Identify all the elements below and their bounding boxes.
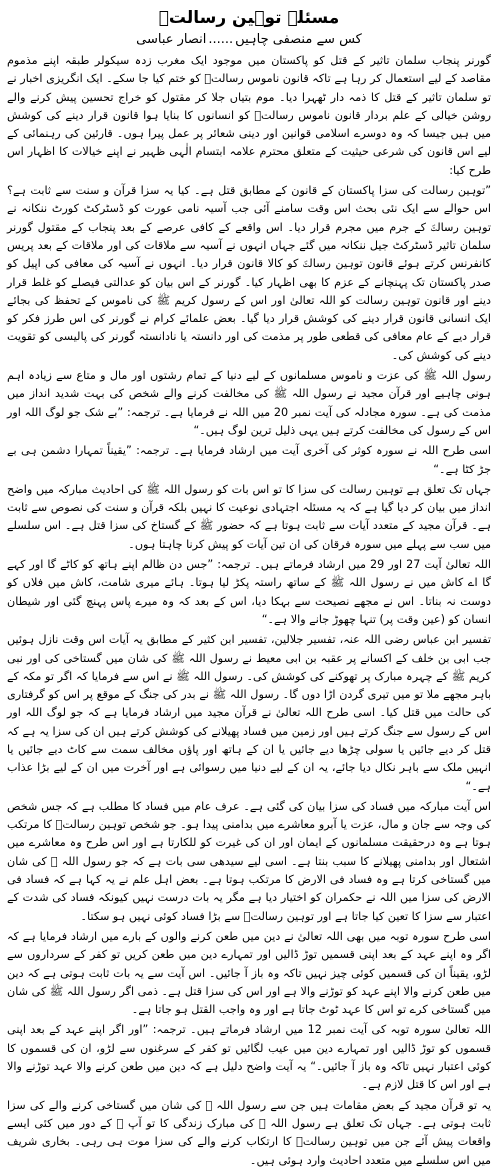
byline-separator: ...... xyxy=(208,32,234,47)
article-title: مسئلہ توہین رسالتؐ xyxy=(158,8,340,28)
article-paragraph: جہاں تک تعلق ہے توہین رسالت کی سزا کا تو اس بات کو رسول اللہ ﷺ کی احادیث مبارکہ میں واضح انداز میں بیان کر دیا گیا ہے کہ یہ مسئلہ اجتہادی نوعیت کا نہیں بلکہ قرآن و سنت کی نصوص سے ثابت ہے۔ قرآن مجید کے متعدد آیات سے ثابت ہوتا ہے کہ حضور ﷺ کے گستاخ کی سزا قتل ہے۔ اس سلسلے میں سب سے پہلے میں سورہ فرقان کی ان تین آیات کو پیش کرنا چاہتا ہوں۔ xyxy=(7,482,491,551)
article-paragraph: اس آیت مبارکہ میں فساد کی سزا بیان کی گئی ہے۔ عرف عام میں فساد کا مطلب ہے کہ جس شخص کی وجہ سے جان و مال، عزت یا آبرو معاشرے میں بدامنی پیدا ہو۔ جو شخص توہین رسالتؐ کا مرتکب ہوتا ہے وہ درحقیقت مسلمانوں کے ایمان اور ان کی غیرت کو للکارتا ہے اور اس طرح وہ معاشرے میں اشتعال اور بدامنی پھیلانے کا سبب بنتا ہے۔ اسی لیے سیدھی سی بات ہے کہ جو رسول اللہ ﷺ کی شان میں گستاخی کرتا ہے وہ فساد فی الارض کا مرتکب ہوتا ہے۔ بعض اہل علم نے یہ کہا ہے کہ فساد فی الارض کی سزا میں اللہ نے حکمران کو اختیار دیا ہے مگر یہ بات درست نہیں کیونکہ فساد کی شدت کے اعتبار سے سزا کا تعین کیا جاتا ہے اور توہین رسالتؐ سے بڑا فساد کوئی نہیں ہو سکتا۔ xyxy=(7,799,491,923)
article-paragraph: اللہ تعالیٰ سورہ توبہ کی آیت نمبر 12 میں ارشاد فرماتے ہیں۔ ترجمہ: ”اور اگر اپنے عہد کے بعد اپنی قسموں کو توڑ ڈالیں اور تمہارے دین میں عیب لگائیں تو کفر کے سرغنوں سے لڑو، ان کی قسموں کا کوئی اعتبار نہیں تاکہ وہ باز آ جائیں۔“ یہ آیت واضح دلیل ہے کہ دین میں طعن کرنے والا عہد توڑنے والا ہے اور اس کا قتل لازم ہے۔ xyxy=(7,1023,491,1092)
article-author: انصار عباسی xyxy=(136,32,207,47)
article-body xyxy=(7,52,491,1170)
article-paragraph: اسی طرح سورہ توبہ میں بھی اللہ تعالیٰ نے دین میں طعن کرنے والوں کے بارے میں ارشاد فرمایا ہے کہ اگر وہ اپنے عہد کے بعد اپنی قسمیں توڑ ڈالیں اور تمہارے دین میں طعن کریں تو کفر کے سرداروں سے لڑو، یقیناً ان کی قسمیں کوئی چیز نہیں تاکہ وہ باز آ جائیں۔ اس آیت سے یہ بات ثابت ہوتی ہے کہ دین میں طعن کرنے والا اپنے عہد کو توڑنے والا ہے اور اس کی سزا قتل ہے۔ ذمی اگر رسول اللہ ﷺ کی شان میں گستاخی کرے تو اس کا عہد ٹوٹ جاتا ہے اور وہ واجب القتل ہو جاتا ہے۔ xyxy=(7,929,491,1017)
article-paragraph: یہ تو قرآن مجید کے بعض مقامات ہیں جن سے رسول اللہ ﷺ کی شان میں گستاخی کرنے والے کی سزا ثابت ہوتی ہے۔ جہاں تک تعلق ہے رسول اللہ ﷺ کی مبارک زندگی کا تو آپ ﷺ کے دور میں کئی ایسے واقعات پیش آئے جن میں توہین رسالتؐ کا ارتکاب کرنے والے کی سزا موت ہی رہی۔ بخاری شریف میں اس سلسلے میں متعدد احادیث وارد ہوئی ہیں۔ xyxy=(7,1098,491,1167)
article-paragraph: اللہ تعالیٰ آیت 27 اور 29 میں ارشاد فرماتے ہیں۔ ترجمہ: ”جس دن ظالم اپنے ہاتھ کو کاٹے گا اور کہے گا اے کاش میں نے رسول اللہ ﷺ کے ساتھ راستہ پکڑ لیا ہوتا۔ ہائے میری شامت، کاش میں فلاں کو دوست نہ بناتا۔ اس نے مجھے نصیحت سے بہکا دیا، اس کے بعد کہ وہ میرے پاس پہنچ گئی اور شیطان انسان کو (عین وقت پر) تنہا چھوڑ جانے والا ہے۔“ xyxy=(7,558,492,626)
article-paragraph: ”توہین رسالت کی سزا پاکستان کے قانون کے مطابق قتل ہے۔ کیا یہ سزا قرآن و سنت سے ثابت ہے؟ اس حوالے سے ایک نئی بحث اس وقت سامنے آئی جب آسیہ نامی عورت کو ڈسٹرکٹ کورٹ ننکانہ نے توہین رسالتؐ کے جرم میں مجرم قرار دیا۔ اس واقعے کے کافی عرصے کے بعد پنجاب کے مقتول گورنر سلمان تاثیر ڈسٹرکٹ جیل ننکانہ میں گئے جہاں انہوں نے آسیہ سے ملاقات کی اور ملاقات کے بعد پریس کانفرنس کرتے ہوئے قانون توہین رسالتؐ کو کالا قانون قرار دیا۔ انہوں نے آسیہ کی معافی کی اپیل کو صدر پاکستان تک پہنچانے کے عزم کا بھی اظہار کیا۔ گورنر کے اس بیان کو عدالتی فیصلے کو غلط قرار دینے اور قانون توہین رسالت کو اللہ تعالیٰ اور اس کے رسول کریم ﷺ کی ناموس کے تحفظ کی بجائے ایک انسانی قانون قرار دینے کی کوشش قرار دیا گیا۔ بعض علمائے کرام نے گورنر کی اس طرز فکر کو قرار دیے کے عام معافی کی قطعی طور پر مذمت کی اور دانستہ یا نادانستہ گورنر کی پالیسی کو تقویت دینے کی کوشش کی۔ xyxy=(7,184,491,362)
article-paragraph: اسی طرح اللہ نے سورہ کوثر کی آخری آیت میں ارشاد فرمایا ہے۔ ترجمہ: ”یقیناً تمہارا دشمن ہی بے جڑ کٹا ہے۔“ xyxy=(7,444,491,476)
article-paragraph: گورنر پنجاب سلمان تاثیر کے قتل کو پاکستان میں موجود ایک مغرب زدہ سیکولر طبقہ اپنے مذموم مقاصد کے لیے استعمال کر رہا ہے تاکہ قانون ناموس رسالتؐ کو ختم کیا جا سکے۔ ایک انگریزی اخبار نے تو سلمان تاثیر کے قتل کا ذمہ دار ٹھہرا دیا۔ موم بتیاں جلا کر مقتول کو خراج تحسین پیش کرنے والے روشن خیالی کے علم بردار قانون ناموس رسالتؐ کو انسانوں کا بنایا ہوا قانون قرار دینے کی کوشش میں ہیں جیسا کہ وہ دوسرے اسلامی قوانین اور دینی شعائر پر عمل پیرا ہوں۔ قارئین کی رہنمائی کے لیے اس قانون کی شرعی حیثیت کے متعلق محترم علامہ ابتسام الٰہی ظہیر نے اپنے خیالات کا اظہار اس طرح کیا: xyxy=(7,54,491,177)
article-paragraph: تفسیر ابن عباس رضی اللہ عنہ، تفسیر جلالین، تفسیر ابن کثیر کے مطابق یہ آیات اس وقت نازل ہوئیں جب ابی بن خلف کے اکسانے پر عقبہ بن ابی معیط نے رسول اللہ ﷺ کی شان میں گستاخی کی اور نبی کریم ﷺ کے چہرہ مبارک پر تھوکنے کی کوشش کی۔ رسول اللہ ﷺ نے اس سے فرمایا کہ اگر تو مکہ کے باہر مجھے ملا تو میں تیری گردن اڑا دوں گا۔ رسول اللہ ﷺ نے بدر کی جنگ کے موقع پر اس کو گرفتاری کی حالت میں قتل کیا۔ اسی طرح اللہ تعالیٰ نے قرآن مجید میں ارشاد فرمایا ہے کہ جو لوگ اللہ اور اس کے رسول سے جنگ کرتے ہیں اور زمین میں فساد پھیلانے کی کوشش کرتے ہیں ان کی سزا یہ ہے کہ قتل کر دیے جائیں یا سولی چڑھا دیے جائیں یا ان کے ہاتھ اور پاؤں مخالف سمت سے کاٹ دیے جائیں یا انہیں ملک سے باہر نکال دیا جائے، یہ ان کے لیے دنیا میں رسوائی ہے اور آخرت میں ان کے لیے بڑا عذاب ہے۔“ xyxy=(7,633,491,793)
article-paragraph: رسول اللہ ﷺ کی عزت و ناموس مسلمانوں کے لیے دنیا کے تمام رشتوں اور مال و متاع سے زیادہ اہم ہونی چاہیے اور قرآن مجید نے رسول اللہ ﷺ کی مخالفت کرنے والے شخص کی بہت شدید انداز میں مذمت کی ہے۔ سورہ مجادلہ کی آیت نمبر 20 میں اللہ نے فرمایا ہے۔ ترجمہ: ”بے شک جو لوگ اللہ اور اس کے رسول کی مخالفت کرتے ہیں یہی ذلیل ترین لوگ ہیں۔“ xyxy=(7,369,492,437)
article-byline xyxy=(7,31,491,49)
article-subtitle: کس سے منصفی چاہیں xyxy=(235,32,362,47)
